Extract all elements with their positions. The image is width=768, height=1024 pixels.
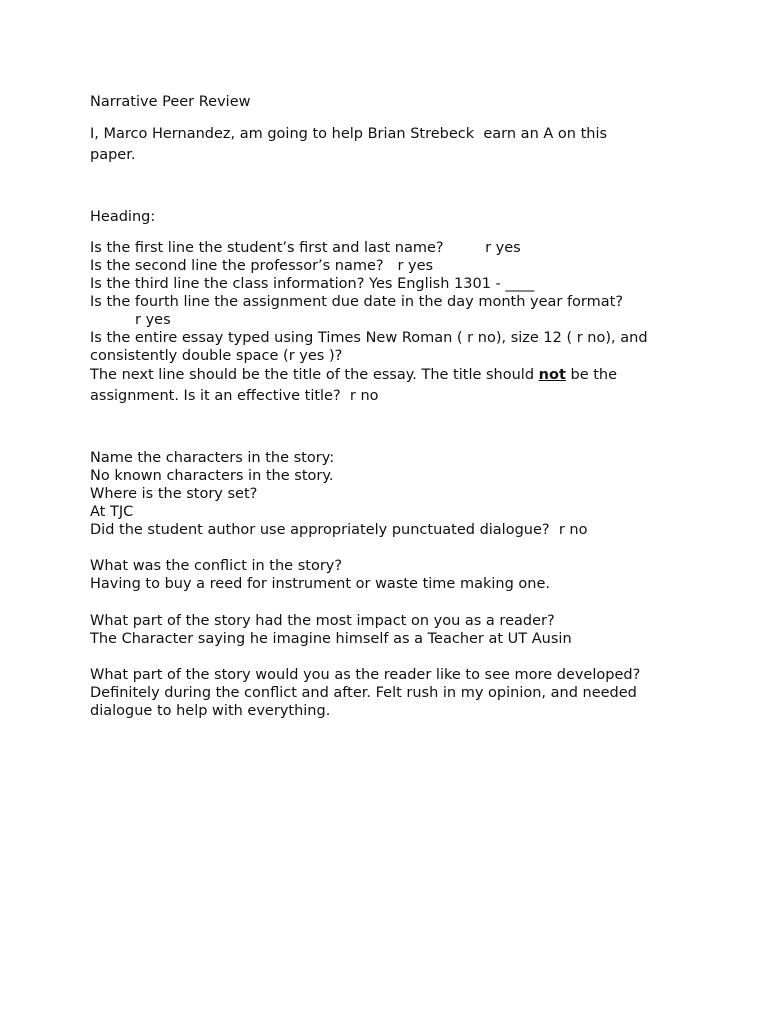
q6-post-text: be the bbox=[565, 367, 618, 383]
checklist-answer-4: r yes bbox=[135, 312, 171, 328]
characters-question: Name the characters in the story: bbox=[90, 450, 335, 466]
q6-emphasis: not bbox=[538, 367, 566, 383]
checklist-question-5-line-2: consistently double space (r yes )? bbox=[90, 348, 343, 364]
develop-answer-line-1: Definitely during the conflict and after. Felt rush in my opinion, and needed bbox=[90, 685, 637, 701]
develop-question: What part of the story would you as the reader like to see more developed? bbox=[90, 667, 641, 683]
checklist-question-6-line-2: assignment. Is it an effective title? r no bbox=[90, 388, 379, 404]
impact-question: What part of the story had the most impact on you as a reader? bbox=[90, 613, 555, 629]
intro-line-2: paper. bbox=[90, 147, 136, 163]
intro-line-1: I, Marco Hernandez, am going to help Brian Strebeck earn an A on this bbox=[90, 126, 608, 142]
checklist-question-5-line-1: Is the entire essay typed using Times New Roman ( r no), size 12 ( r no), and bbox=[90, 330, 648, 346]
characters-answer: No known characters in the story. bbox=[90, 468, 334, 484]
checklist-question-1: Is the first line the student’s first and last name? r yes bbox=[90, 240, 521, 256]
setting-answer: At TJC bbox=[90, 504, 134, 520]
heading-label: Heading: bbox=[90, 209, 156, 225]
conflict-answer: Having to buy a reed for instrument or waste time making one. bbox=[90, 576, 550, 592]
checklist-question-4: Is the fourth line the assignment due date in the day month year format? bbox=[90, 294, 624, 310]
q6-pre-text: The next line should be the title of the essay. The title should bbox=[90, 367, 539, 383]
document-title: Narrative Peer Review bbox=[90, 94, 251, 110]
conflict-question: What was the conflict in the story? bbox=[90, 558, 343, 574]
checklist-question-2: Is the second line the professor’s name? r yes bbox=[90, 258, 434, 274]
dialogue-question: Did the student author use appropriately punctuated dialogue? r no bbox=[90, 522, 588, 538]
setting-question: Where is the story set? bbox=[90, 486, 258, 502]
impact-answer: The Character saying he imagine himself as a Teacher at UT Ausin bbox=[90, 631, 572, 647]
develop-answer-line-2: dialogue to help with everything. bbox=[90, 703, 331, 719]
checklist-question-3: Is the third line the class information? Yes English 1301 - ____ bbox=[90, 276, 535, 292]
checklist-question-6-line-1 bbox=[90, 366, 617, 384]
